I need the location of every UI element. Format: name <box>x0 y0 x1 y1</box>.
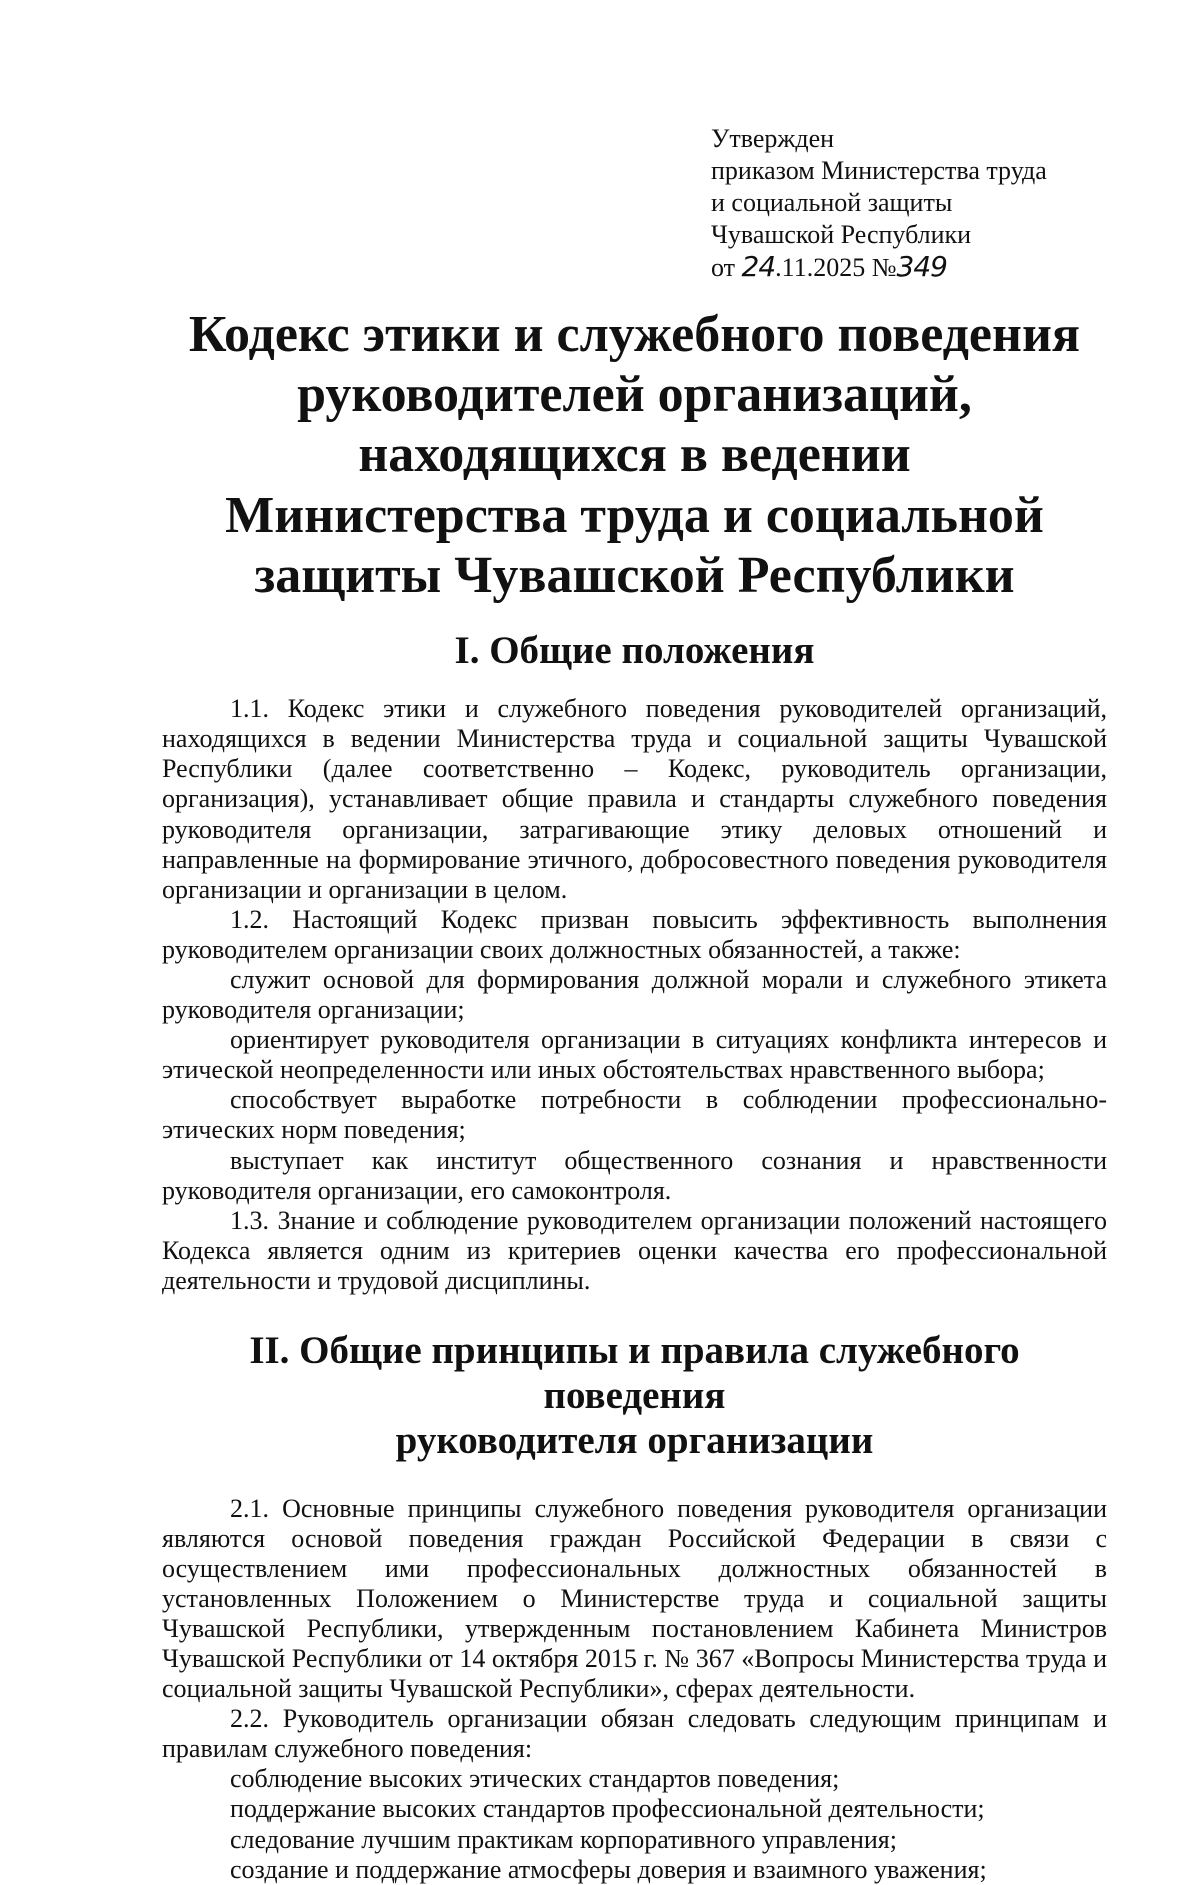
date-prefix: от <box>711 253 736 282</box>
list-item: поддержание высоких стандартов профессиональной деятельности; <box>230 1794 985 1824</box>
list-item: следование лучшим практикам корпоративного управления; <box>230 1824 897 1854</box>
list-item: создание и поддержание атмосферы доверия и взаимного уважения; <box>230 1854 987 1884</box>
paragraph-1-2-c: способствует выработке потребности в соблюдении профессионально-этических норм поведения; <box>162 1085 1107 1145</box>
approval-line: Чувашской Республики <box>711 220 972 249</box>
approval-date-line <box>711 251 1151 284</box>
paragraph-1-1: 1.1. Кодекс этики и служебного поведения руководителей организаций, находящихся в ведении Министерства труда и социальной защиты Чувашской Республики (далее соответственно – Кодекс, руководитель организации, организация), устанавливает общие правила и стандарты служебного поведения руководителя организации, затрагивающие этику деловых отношений и направленные на формирование этичного, добросовестного поведения руководителя организации и организации в целом. <box>162 694 1107 904</box>
title-line: Министерства труда и социальной защиты Чувашской Республики <box>225 486 1044 604</box>
handwritten-day: 24 <box>741 250 776 283</box>
approval-stamp <box>711 123 1151 284</box>
paragraph-1-2-d: выступает как институт общественного сознания и нравственности руководителя организации, его самоконтроля. <box>162 1145 1107 1205</box>
paragraph-1-2: 1.2. Настоящий Кодекс призван повысить эффективность выполнения руководителем организации своих должностных обязанностей, а также: <box>162 904 1107 964</box>
section-heading-text: II. Общие принципы и правила служебного поведения <box>249 1329 1020 1418</box>
paragraph-2-1: 2.1. Основные принципы служебного поведения руководителя организации являются основой поведения граждан Российской Федерации в связи с осуществлением ими профессиональных должностных обязанностей в установленных Положением о Министерстве труда и социальной защиты Чувашской Республики, утвержденным постановлением Кабинета Министров Чувашской Республики от 14 октября 2015 г. № 367 «Вопросы Министерства труда и социальной защиты Чувашской Республики», сферах деятельности. <box>162 1493 1107 1704</box>
section-heading <box>162 628 1107 673</box>
document-body <box>162 305 1107 1885</box>
document-title <box>162 305 1107 606</box>
approval-line: и социальной защиты <box>711 188 953 217</box>
section-heading-text: I. Общие положения <box>454 629 815 673</box>
list-item: соблюдение высоких этических стандартов поведения; <box>230 1764 840 1794</box>
approval-line: приказом Министерства труда <box>711 156 1047 185</box>
paragraph-2-2: 2.2. Руководитель организации обязан следовать следующим принципам и правилам служебного поведения: <box>162 1704 1107 1764</box>
section-heading <box>162 1328 1107 1463</box>
paragraph-1-2-a: служит основой для формирования должной морали и служебного этикета руководителя организации; <box>162 965 1107 1025</box>
paragraph-1-2-b: ориентирует руководителя организации в ситуациях конфликта интересов и этической неопределенности или иных обстоятельствах нравственного выбора; <box>162 1025 1107 1085</box>
title-line: руководителей организаций, находящихся в ведении <box>297 366 972 484</box>
approval-line: Утвержден <box>711 124 835 153</box>
title-line: Кодекс этики и служебного поведения <box>188 306 1081 363</box>
paragraph-1-3: 1.3. Знание и соблюдение руководителем организации положений настоящего Кодекса является одним из критериев оценки качества его профессиональной деятельности и трудовой дисциплины. <box>162 1205 1107 1295</box>
date-rest: .11.2025 № <box>775 253 897 282</box>
handwritten-order-number: 349 <box>896 250 947 283</box>
section-heading-text: руководителя организации <box>395 1419 874 1463</box>
